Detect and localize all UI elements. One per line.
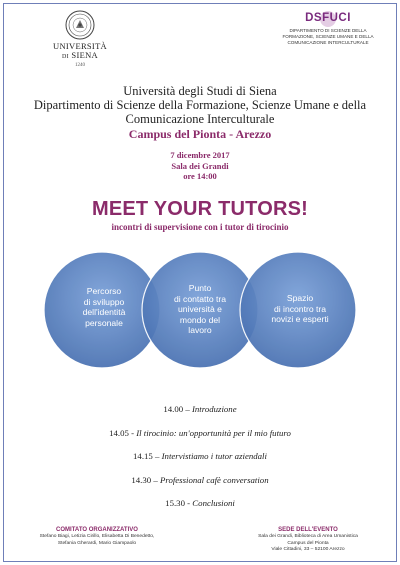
agenda-title: Professional cafè conversation bbox=[159, 475, 269, 485]
venn-text-line: lavoro bbox=[188, 325, 212, 335]
heading-line: Università degli Studi di Siena bbox=[123, 84, 277, 98]
department-desc-line: FORMAZIONE, SCIENZE UMANE E DELLA bbox=[282, 34, 374, 39]
university-logo bbox=[48, 10, 112, 68]
department-logo bbox=[272, 8, 384, 46]
university-year: 1240 bbox=[75, 63, 85, 68]
agenda-item bbox=[0, 498, 400, 508]
agenda-time: 15.30 bbox=[165, 498, 185, 508]
venn-text-line: novizi e esperti bbox=[271, 314, 329, 324]
agenda-item bbox=[0, 475, 400, 485]
agenda-separator: – bbox=[151, 475, 160, 485]
agenda-separator: - bbox=[184, 498, 193, 508]
venn-text-line: Percorso bbox=[86, 286, 122, 296]
venn-text-line: personale bbox=[85, 317, 123, 328]
department-acronym: DSFUCI bbox=[305, 12, 351, 24]
venn-text-line: università e bbox=[178, 304, 222, 314]
university-name-line2: SIENA bbox=[71, 50, 98, 60]
event-title: MEET YOUR TUTORS! bbox=[91, 198, 308, 220]
university-name-di: DI bbox=[62, 54, 69, 60]
venn-text-line: mondo del bbox=[179, 314, 221, 325]
university-name-line1: UNIVERSITÀ bbox=[53, 41, 107, 51]
venn-text-line: di contatto tra bbox=[173, 293, 227, 304]
committee-line: Stefano Biagi, Letizia Cirillo, Elisabetta Di Benedetto, bbox=[39, 534, 155, 539]
venn-text-line: Punto bbox=[188, 283, 212, 293]
venn-text-line: dell'identità bbox=[82, 307, 126, 317]
agenda-time: 14.00 bbox=[163, 404, 184, 414]
agenda-item bbox=[0, 404, 400, 414]
venn-text-line: di incontro tra bbox=[273, 303, 327, 314]
event-subtitle: incontri di supervisione con i tutor di tirocinio bbox=[111, 222, 289, 232]
agenda-item bbox=[0, 451, 400, 461]
venn-text-left bbox=[64, 286, 144, 328]
committee-line: Stefania Gherardi, Mario Giampaolo bbox=[57, 540, 137, 546]
agenda-title: Intervistiamo i tutor aziendali bbox=[161, 451, 267, 461]
agenda-title: Introduzione bbox=[191, 404, 237, 414]
campus-name: Campus del Pionta - Arezzo bbox=[128, 127, 272, 141]
venue-line: Campus del Pionta bbox=[287, 540, 329, 546]
venn-text-line: Spazio bbox=[286, 293, 314, 303]
event-room: Sala dei Grandi bbox=[171, 160, 229, 171]
agenda-item bbox=[0, 428, 400, 438]
agenda-time: 14.05 bbox=[109, 428, 129, 438]
heading-line: Dipartimento di Scienze della Formazione, Scienze Umane e della bbox=[33, 98, 367, 112]
venn-text-line: di sviluppo bbox=[83, 296, 125, 307]
department-desc-line: DIPARTIMENTO DI SCIENZE DELLA bbox=[289, 28, 367, 33]
agenda-title: Conclusioni bbox=[192, 498, 235, 508]
venn-text-middle bbox=[160, 283, 240, 336]
event-date: 7 dicembre 2017 bbox=[170, 150, 230, 160]
venn-text-right bbox=[260, 293, 340, 325]
venue-line: Sala dei Grandi, Biblioteca di Area Umanistica bbox=[258, 534, 358, 539]
agenda-separator: – bbox=[152, 451, 162, 461]
heading-line: Comunicazione Interculturale bbox=[125, 112, 275, 126]
event-venue bbox=[228, 527, 388, 554]
committee-title: COMITATO ORGANIZZATIVO bbox=[56, 527, 138, 533]
institution-heading bbox=[0, 84, 400, 126]
agenda-separator: - bbox=[128, 428, 137, 438]
venn-diagram bbox=[40, 250, 360, 375]
organizing-committee bbox=[12, 527, 182, 547]
event-details bbox=[0, 150, 400, 182]
department-desc-line: COMUNICAZIONE INTERCULTURALE bbox=[287, 40, 369, 45]
event-time: ore 14:00 bbox=[183, 171, 217, 181]
agenda-time: 14.15 bbox=[133, 451, 153, 461]
university-seal-icon bbox=[65, 10, 95, 40]
agenda-separator: – bbox=[183, 404, 192, 414]
venue-title: SEDE DELL'EVENTO bbox=[278, 527, 338, 533]
agenda-title: Il tirocinio: un'opportunità per il mio futuro bbox=[136, 428, 291, 438]
agenda-time: 14.30 bbox=[131, 475, 152, 485]
venue-line: Viale Cittadini, 33 – 52100 Arezzo bbox=[271, 547, 345, 552]
